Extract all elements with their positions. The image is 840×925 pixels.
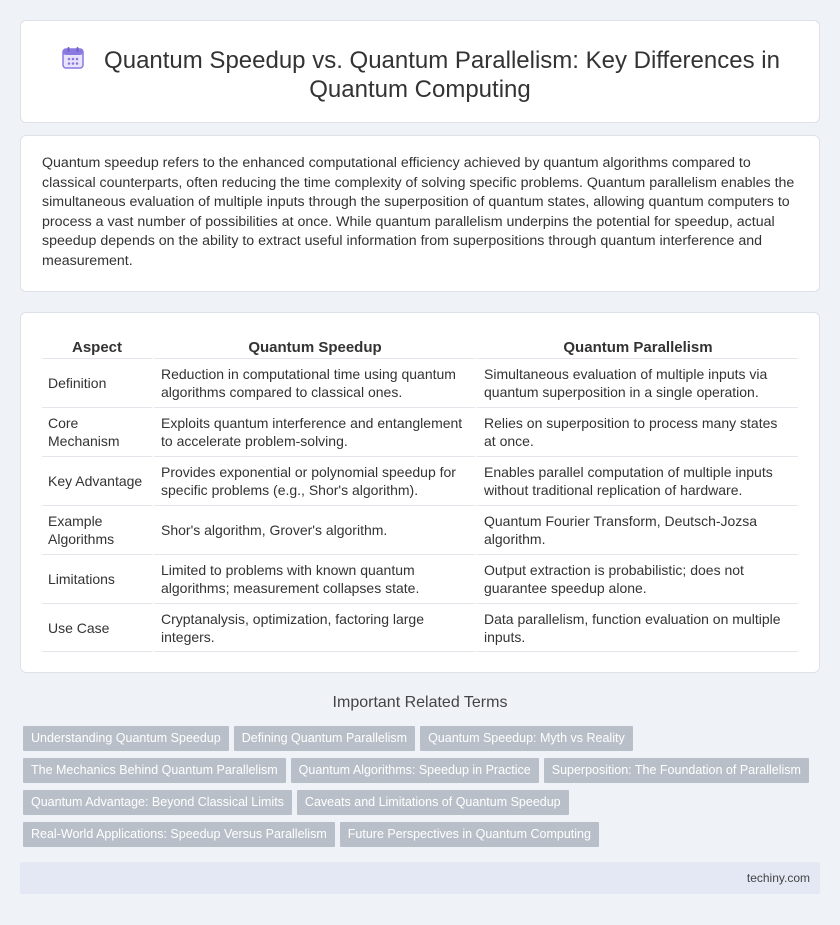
title-card <box>20 20 820 123</box>
row-speedup: Cryptanalysis, optimization, factoring large integers. <box>152 603 475 652</box>
tag-row <box>23 790 813 822</box>
row-aspect: Definition <box>42 358 152 407</box>
row-speedup: Exploits quantum interference and entanglement to accelerate problem-solving. <box>152 407 475 456</box>
row-speedup: Reduction in computational time using quantum algorithms compared to classical ones. <box>152 358 475 407</box>
title-line-2: Quantum Computing <box>309 76 531 103</box>
related-term-link[interactable]: Caveats and Limitations of Quantum Speedup <box>297 790 569 815</box>
related-term-link[interactable]: Quantum Advantage: Beyond Classical Limits <box>23 790 292 815</box>
intro-card <box>20 135 820 292</box>
tag-row <box>23 758 813 790</box>
title-line-1: Quantum Speedup vs. Quantum Parallelism: Key Differences in <box>104 47 780 74</box>
related-term-link[interactable]: The Mechanics Behind Quantum Parallelism <box>23 758 286 783</box>
footer <box>20 862 820 894</box>
related-term-link[interactable]: Future Perspectives in Quantum Computing <box>340 822 599 847</box>
row-parallelism: Data parallelism, function evaluation on multiple inputs. <box>475 603 798 652</box>
related-term-link[interactable]: Defining Quantum Parallelism <box>234 726 415 751</box>
row-aspect: Use Case <box>42 603 152 652</box>
table-row <box>42 407 798 456</box>
tag-row <box>23 822 813 854</box>
header-quantum-parallelism: Quantum Parallelism <box>475 335 798 358</box>
table-row <box>42 603 798 652</box>
related-term-link[interactable]: Quantum Algorithms: Speedup in Practice <box>291 758 539 783</box>
row-parallelism: Simultaneous evaluation of multiple inputs via quantum superposition in a single operation. <box>475 358 798 407</box>
related-term-link[interactable]: Understanding Quantum Speedup <box>23 726 229 751</box>
related-term-link[interactable]: Real-World Applications: Speedup Versus Parallelism <box>23 822 335 847</box>
page-title <box>21 45 819 104</box>
comparison-card <box>20 312 820 673</box>
related-terms-list <box>23 726 813 854</box>
tag-row <box>23 726 813 758</box>
header-quantum-speedup: Quantum Speedup <box>152 335 475 358</box>
comparison-table <box>42 335 798 652</box>
row-aspect: Limitations <box>42 554 152 603</box>
row-aspect: Example Algorithms <box>42 505 152 554</box>
row-parallelism: Relies on superposition to process many states at once. <box>475 407 798 456</box>
row-parallelism: Enables parallel computation of multiple inputs without traditional replication of hardware. <box>475 456 798 505</box>
row-speedup: Provides exponential or polynomial speedup for specific problems (e.g., Shor's algorithm). <box>152 456 475 505</box>
row-parallelism: Quantum Fourier Transform, Deutsch-Jozsa algorithm. <box>475 505 798 554</box>
related-term-link[interactable]: Quantum Speedup: Myth vs Reality <box>420 726 633 751</box>
row-aspect: Core Mechanism <box>42 407 152 456</box>
table-row <box>42 456 798 505</box>
row-speedup: Shor's algorithm, Grover's algorithm. <box>152 505 475 554</box>
table-header-row <box>42 335 798 358</box>
related-term-link[interactable]: Superposition: The Foundation of Parallelism <box>544 758 809 783</box>
table-row <box>42 358 798 407</box>
intro-paragraph: Quantum speedup refers to the enhanced computational efficiency achieved by quantum algorithms compared to classical counterparts, often reducing the time complexity of solving specific problems. Quantum parallelism enables the simultaneous evaluation of multiple inputs through the superposition of quantum states, allowing quantum computers to process a vast number of possibilities at once. While quantum parallelism underpins the potential for speedup, actual speedup depends on the ability to extract useful information from superpositions through quantum interference and measurement. <box>42 155 795 269</box>
site-name[interactable]: techiny.com <box>746 871 810 885</box>
row-parallelism: Output extraction is probabilistic; does not guarantee speedup alone. <box>475 554 798 603</box>
header-aspect: Aspect <box>71 338 123 356</box>
row-speedup: Limited to problems with known quantum algorithms; measurement collapses state. <box>152 554 475 603</box>
table-row <box>42 505 798 554</box>
related-terms-heading: Important Related Terms <box>332 694 508 711</box>
table-row <box>42 554 798 603</box>
calendar-icon <box>60 45 86 71</box>
row-aspect: Key Advantage <box>42 456 152 505</box>
